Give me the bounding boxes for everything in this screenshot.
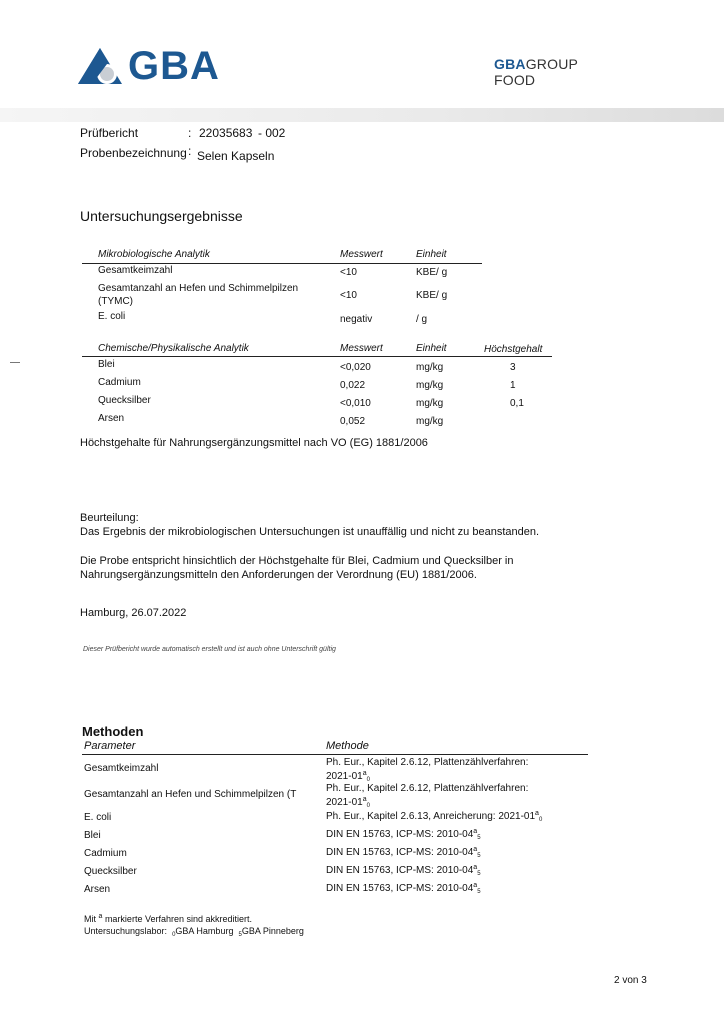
side-mark	[10, 362, 20, 363]
place-date: Hamburg, 26.07.2022	[80, 607, 187, 619]
chem-header-value: Messwert	[340, 343, 383, 354]
method-row-method: Ph. Eur., Kapitel 2.6.12, Plattenzählverfahren:	[326, 783, 529, 794]
methods-header-rule	[82, 754, 588, 755]
sample-label: Probenbezeichnung	[80, 146, 187, 160]
chem-header-max: Höchstgehalt	[484, 344, 543, 355]
chem-row-value: <0,020	[340, 362, 371, 373]
micro-header-value: Messwert	[340, 249, 383, 260]
micro-row-unit: KBE/ g	[416, 290, 448, 301]
micro-header-param: Mikrobiologische Analytik	[98, 249, 210, 260]
chem-header-unit: Einheit	[416, 343, 447, 354]
chem-row-name: Quecksilber	[98, 395, 151, 406]
assessment-line2: Die Probe entspricht hinsichtlich der Höchstgehalte für Blei, Cadmium und Quecksilber in	[80, 555, 514, 567]
micro-row-name: E. coli	[98, 311, 126, 322]
chem-row-unit: mg/kg	[416, 398, 444, 409]
method-row-method: DIN EN 15763, ICP-MS: $2010-04^a_5$	[326, 828, 481, 841]
chem-header-param: Chemische/Physikalische Analytik	[98, 343, 249, 354]
group-name: GBAGROUP	[494, 56, 579, 72]
sample-name: Selen Kapseln	[197, 149, 275, 163]
method-row-method-cont: $2021-01^a_0$	[326, 770, 370, 783]
chem-row-value: 0,052	[340, 416, 366, 427]
chem-row-unit: mg/kg	[416, 380, 444, 391]
chem-row-value: <0,010	[340, 398, 371, 409]
assessment-label: Beurteilung:	[80, 512, 139, 524]
method-row-param: Arsen	[84, 884, 111, 895]
assessment-line3: Nahrungsergänzungsmitteln den Anforderungen der Verordnung (EU) 1881/2006.	[80, 569, 477, 581]
report-label: Prüfbericht	[80, 126, 139, 140]
method-row-param: E. coli	[84, 812, 112, 823]
assessment-line1: Das Ergebnis der mikrobiologischen Untersuchungen ist unauffällig und nicht zu beanstanden.	[80, 526, 540, 538]
chem-row-max: 0,1	[510, 398, 524, 409]
micro-row-unit: / g	[416, 314, 428, 325]
lab-footnote: Untersuchungslabor: $_0$GBA Hamburg $_5$GBA Pinneberg	[84, 926, 304, 938]
micro-row-name-cont: (TYMC)	[98, 296, 133, 307]
methods-title: Methoden	[82, 724, 144, 739]
method-row-method: DIN EN 15763, ICP-MS: $2010-04^a_5$	[326, 864, 481, 877]
micro-header-rule	[82, 263, 482, 264]
micro-row-name: Gesamtkeimzahl	[98, 265, 173, 276]
micro-row-value: <10	[340, 267, 357, 278]
method-row-method: DIN EN 15763, ICP-MS: $2010-04^a_5$	[326, 846, 481, 859]
chem-row-value: 0,022	[340, 380, 366, 391]
accreditation-footnote: Mit $^a$ markierte Verfahren sind akkreditiert.	[84, 913, 253, 924]
chem-row-unit: mg/kg	[416, 362, 444, 373]
chem-row-unit: mg/kg	[416, 416, 444, 427]
micro-header-unit: Einheit	[416, 249, 447, 260]
micro-row-value: negativ	[340, 314, 373, 325]
chem-row-max: 1	[510, 380, 516, 391]
report-number: 22035683	[199, 126, 253, 140]
auto-generated-note: Dieser Prüfbericht wurde automatisch erstellt und ist auch ohne Unterschrift gültig	[83, 646, 336, 653]
method-row-method: DIN EN 15763, ICP-MS: $2010-04^a_5$	[326, 882, 481, 895]
chem-row-name: Cadmium	[98, 377, 141, 388]
methods-header-param: Parameter	[84, 740, 136, 752]
chem-row-name: Blei	[98, 359, 115, 370]
page-number: 2 von 3	[614, 975, 647, 986]
group-division: FOOD	[494, 72, 536, 88]
header-band	[0, 108, 724, 122]
gba-logo-icon	[78, 46, 128, 86]
method-row-param: Cadmium	[84, 848, 127, 859]
methods-header-method: Methode	[326, 740, 369, 752]
chem-row-name: Arsen	[98, 413, 125, 424]
report-colon: :	[188, 126, 192, 140]
method-row-method-cont: $2021-01^a_0$	[326, 796, 370, 809]
sample-colon: :	[188, 144, 192, 158]
logo-text: GBA	[128, 44, 220, 88]
method-row-param: Gesamtkeimzahl	[84, 763, 159, 774]
max-levels-note: Höchstgehalte für Nahrungsergänzungsmittel nach VO (EG) 1881/2006	[80, 437, 428, 449]
report-suffix: - 002	[258, 126, 286, 140]
micro-row-unit: KBE/ g	[416, 267, 448, 278]
method-row-method: Ph. Eur., Kapitel 2.6.13, Anreicherung: $2021-01^a_0$	[326, 810, 543, 823]
method-row-param: Gesamtanzahl an Hefen und Schimmelpilzen (T	[84, 789, 297, 800]
micro-row-value: <10	[340, 290, 357, 301]
chem-row-max: 3	[510, 362, 516, 373]
results-title: Untersuchungsergebnisse	[80, 208, 243, 224]
chem-header-rule	[82, 356, 552, 357]
micro-row-name: Gesamtanzahl an Hefen und Schimmelpilzen	[98, 283, 299, 294]
method-row-param: Blei	[84, 830, 101, 841]
method-row-param: Quecksilber	[84, 866, 137, 877]
method-row-method: Ph. Eur., Kapitel 2.6.12, Plattenzählverfahren:	[326, 757, 529, 768]
